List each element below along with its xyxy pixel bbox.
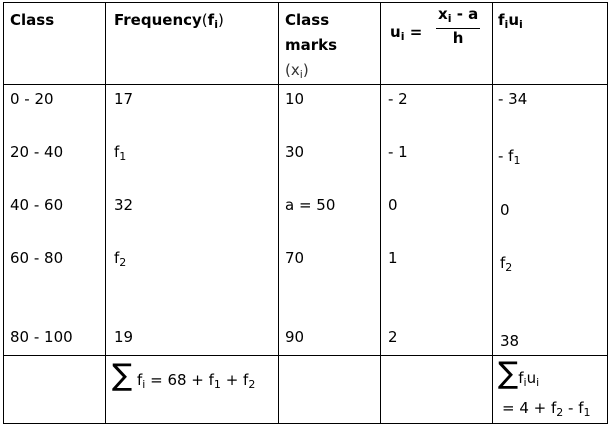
sigma-symbol: ∑ <box>112 358 133 393</box>
header-ui: $u_i$ = <box>390 23 423 43</box>
column-divider <box>105 3 106 423</box>
header-divider <box>4 84 607 85</box>
row-4-class: 60 - 80 <box>10 249 64 267</box>
row-2-ui: - 1 <box>388 143 408 161</box>
row-3-fiui: 0 <box>500 201 510 219</box>
row-2-fiui: - $f_1$ <box>498 147 521 167</box>
row-3-class: 40 - 60 <box>10 196 64 214</box>
row-1-fiui: - 34 <box>498 90 528 108</box>
row-5-class: 80 - 100 <box>10 328 73 346</box>
row-2-frequency: $f_1$ <box>114 143 127 163</box>
header-class-marks-line2: marks <box>285 36 338 54</box>
column-divider <box>380 3 381 423</box>
header-frequency: $Frequency(f_i)$ <box>114 11 224 31</box>
row-5-fiui: 38 <box>500 332 520 350</box>
column-divider <box>492 3 493 423</box>
header-ui-fraction <box>436 5 480 47</box>
header-class-marks-xi: $(x_i)$ <box>285 61 309 81</box>
row-4-frequency: $f_2$ <box>114 249 127 269</box>
fraction-denominator: h <box>452 29 464 47</box>
row-4-class-mark: 70 <box>285 249 305 267</box>
fraction-numerator: $x_i$ - a <box>436 5 480 29</box>
sum-frequency: ∑ $f_i = 68 + f_1 + f_2$ <box>112 358 256 393</box>
row-5-frequency: 19 <box>114 328 134 346</box>
sum-fiui-value: = $4 + f_2 - f_1$ <box>502 399 591 419</box>
row-1-class: 0 - 20 <box>10 90 54 108</box>
column-divider <box>278 3 279 423</box>
row-2-class: 20 - 40 <box>10 143 64 161</box>
row-4-fiui: $f_2$ <box>500 254 513 274</box>
sigma-symbol: ∑ <box>498 356 519 391</box>
row-1-frequency: 17 <box>114 90 134 108</box>
row-3-class-mark: a = 50 <box>285 196 336 214</box>
row-2-class-mark: 30 <box>285 143 305 161</box>
header-class: Class <box>10 11 55 29</box>
header-class-marks-line1: Class <box>285 11 330 29</box>
row-1-class-mark: 10 <box>285 90 305 108</box>
row-4-ui: 1 <box>388 249 398 267</box>
row-3-ui: 0 <box>388 196 398 214</box>
row-1-ui: - 2 <box>388 90 408 108</box>
row-3-frequency: 32 <box>114 196 134 214</box>
sum-fiui: $\sum f_iu_i$ <box>498 356 540 391</box>
header-fiui: $f_iu_i$ <box>498 11 523 31</box>
frequency-table <box>3 2 608 424</box>
row-5-ui: 2 <box>388 328 398 346</box>
row-5-class-mark: 90 <box>285 328 305 346</box>
